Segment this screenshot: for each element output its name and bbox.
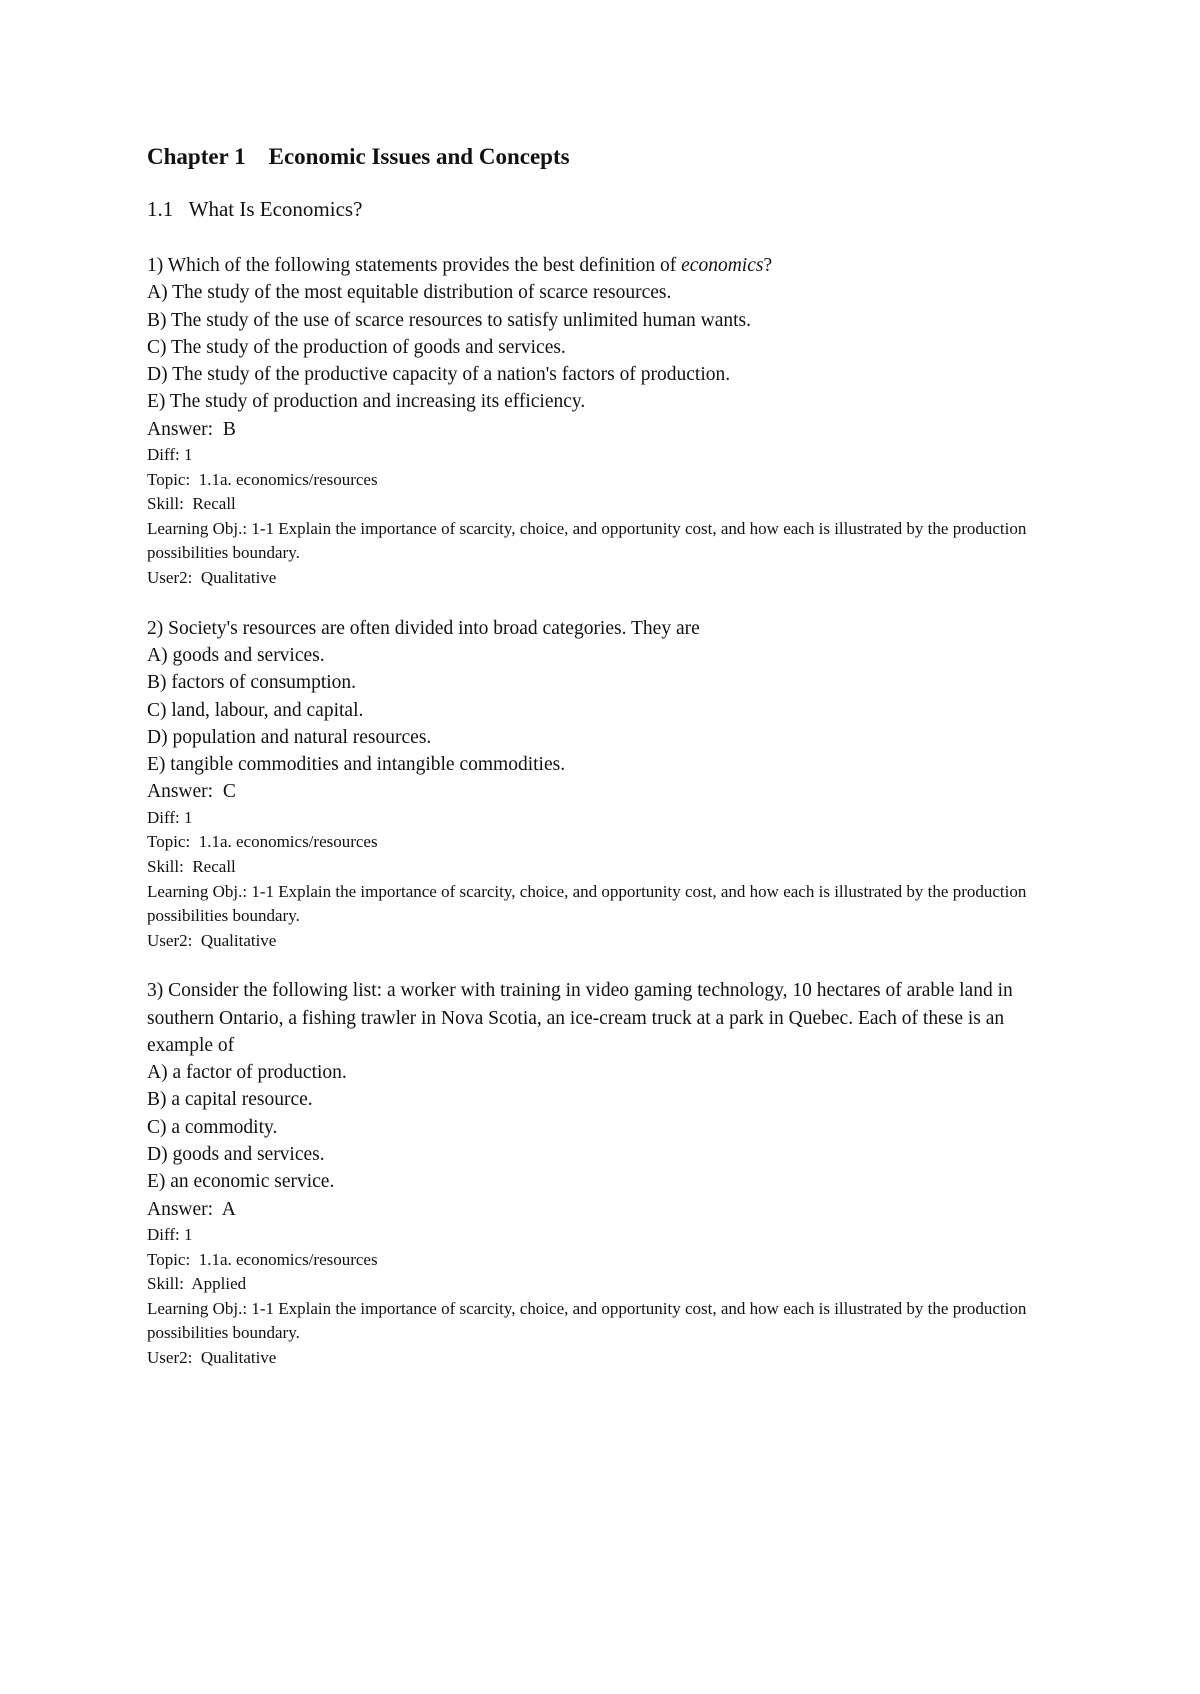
- question-stem: 2) Society's resources are often divided into broad categories. They are: [147, 617, 700, 639]
- topic: Topic: 1.1a. economics/resources: [147, 1249, 378, 1269]
- option-d: D) goods and services.: [147, 1144, 325, 1166]
- difficulty: Diff: 1: [147, 1224, 193, 1244]
- option-c: C) land, labour, and capital.: [147, 699, 364, 721]
- user2: User2: Qualitative: [147, 568, 277, 588]
- answer: Answer: B: [147, 418, 236, 440]
- option-b: B) The study of the use of scarce resources to satisfy unlimited human wants.: [147, 309, 751, 331]
- option-a: A) The study of the most equitable distribution of scarce resources.: [147, 282, 672, 304]
- option-a: A) a factor of production.: [147, 1062, 347, 1084]
- difficulty: Diff: 1: [147, 807, 193, 827]
- question-2: [147, 615, 1067, 954]
- learning-objective: Learning Obj.: 1-1 Explain the importance of scarcity, choice, and opportunity cost, and how each is illustrated by the production possibilities boundary.: [147, 1298, 1027, 1343]
- document-page: [147, 140, 1067, 1371]
- option-b: B) factors of consumption.: [147, 672, 357, 694]
- option-c: C) a commodity.: [147, 1116, 278, 1138]
- question-stem: [147, 252, 1067, 279]
- learning-objective: Learning Obj.: 1-1 Explain the importance of scarcity, choice, and opportunity cost, and how each is illustrated by the production possibilities boundary.: [147, 518, 1027, 563]
- learning-objective: Learning Obj.: 1-1 Explain the importance of scarcity, choice, and opportunity cost, and how each is illustrated by the production possibilities boundary.: [147, 881, 1027, 926]
- skill: Skill: Recall: [147, 856, 236, 876]
- chapter-title: Chapter 1 Economic Issues and Concepts: [147, 144, 570, 169]
- option-d: D) The study of the productive capacity of a nation's factors of production.: [147, 364, 731, 386]
- option-d: D) population and natural resources.: [147, 726, 432, 748]
- topic: Topic: 1.1a. economics/resources: [147, 469, 378, 489]
- option-b: B) a capital resource.: [147, 1089, 313, 1111]
- option-a: A) goods and services.: [147, 644, 325, 666]
- question-3: [147, 977, 1067, 1370]
- user2: User2: Qualitative: [147, 1347, 277, 1367]
- option-e: E) The study of production and increasing its efficiency.: [147, 391, 586, 413]
- stem-end: ?: [763, 255, 773, 276]
- stem-emphasis: economics: [681, 255, 764, 276]
- answer: Answer: C: [147, 781, 236, 803]
- question-1: [147, 252, 1067, 591]
- option-c: C) The study of the production of goods and services.: [147, 336, 566, 358]
- section-heading: 1.1 What Is Economics?: [147, 197, 363, 221]
- stem-text: 1) Which of the following statements provides the best definition of: [147, 255, 682, 276]
- option-e: E) an economic service.: [147, 1171, 335, 1193]
- user2: User2: Qualitative: [147, 930, 277, 950]
- question-stem: 3) Consider the following list: a worker with training in video gaming technology, 10 hectares of arable land in southern Ontario, a fishing trawler in Nova Scotia, an ice-cream truck at a park in Quebec. Each of these is an example of: [147, 980, 1013, 1056]
- option-e: E) tangible commodities and intangible commodities.: [147, 754, 566, 776]
- skill: Skill: Recall: [147, 494, 236, 514]
- topic: Topic: 1.1a. economics/resources: [147, 832, 378, 852]
- difficulty: Diff: 1: [147, 445, 193, 465]
- skill: Skill: Applied: [147, 1274, 247, 1294]
- answer: Answer: A: [147, 1198, 236, 1220]
